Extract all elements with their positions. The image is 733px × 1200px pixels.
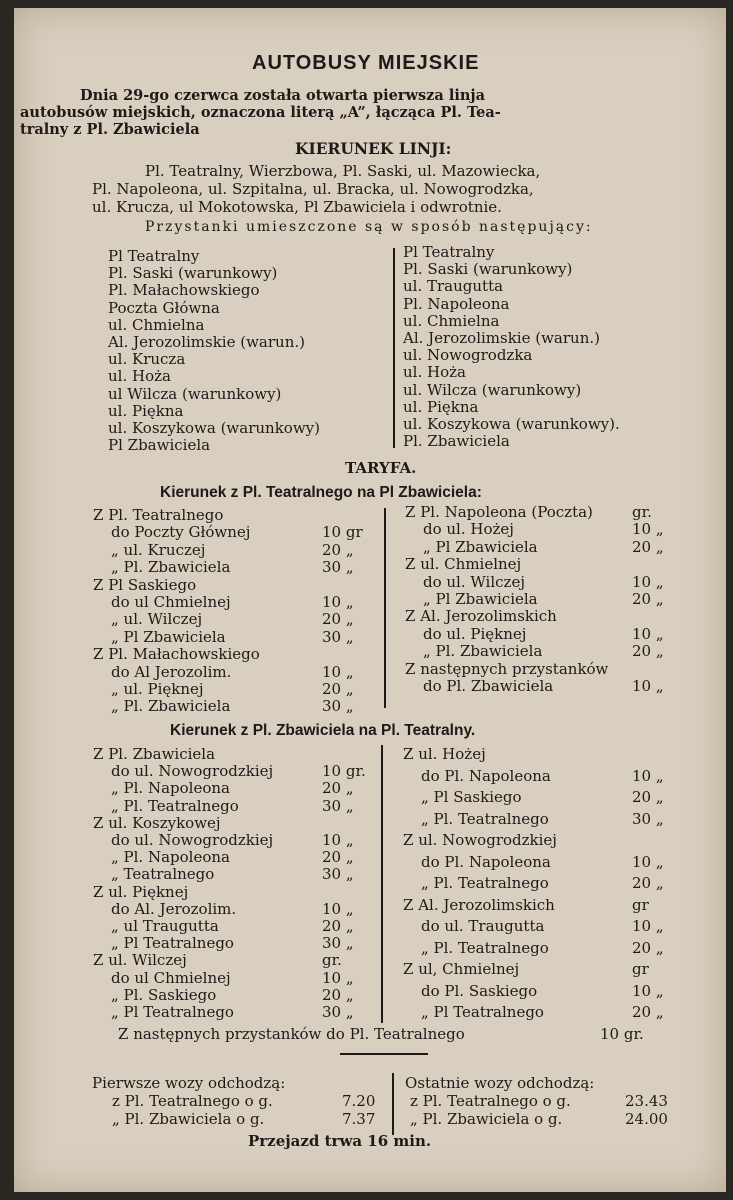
- last-bus-time: 24.00: [625, 1110, 668, 1128]
- tariff-row-amount: 30 „: [322, 558, 354, 577]
- intro-line: tralny z Pl. Zbawiciela: [20, 121, 200, 138]
- stop-item: ul. Piękna: [403, 397, 479, 416]
- stop-item: ul. Piękna: [108, 401, 184, 420]
- last-bus-row: „ Pl. Zbawiciela o g.: [410, 1110, 563, 1128]
- tariff-row-label: „ Pl Saskiego: [421, 788, 522, 806]
- tariff-row-label: do Poczty Głównej: [111, 523, 251, 542]
- first-bus-row: „ Pl. Zbawiciela o g.: [112, 1110, 265, 1128]
- tariff-row-amount: 10 „: [322, 899, 354, 918]
- tariff-row-label: „ Pl Teatralnego: [111, 934, 234, 953]
- tariff-row-label: Z ul. Nowogrodzkiej: [403, 831, 557, 849]
- stops-heading: Przystanki umieszczone są w sposób następujący:: [145, 219, 593, 235]
- stop-item: Pl Teatralny: [108, 247, 200, 265]
- first-bus-time: 7.20: [342, 1092, 376, 1110]
- tariff-row-amount: 30 „: [632, 809, 664, 828]
- intro-line: autobusów miejskich, oznaczona literą „A”, łącząca Pl. Tea-: [20, 104, 501, 121]
- stop-item: ul. Koszykowa (warunkowy).: [403, 415, 620, 433]
- tariff-row-label: do Pl. Zbawiciela: [423, 677, 554, 695]
- stop-item: ul. Hoża: [108, 367, 171, 386]
- tariff-row-amount: 20 „: [632, 938, 664, 957]
- first-bus-row: z Pl. Teatralnego o g.: [112, 1092, 273, 1110]
- stop-item: ul. Nowogrodzka: [403, 346, 533, 365]
- tariff-row-amount: 10 „: [632, 624, 664, 643]
- dir2-divider: [381, 745, 383, 1023]
- dir1-heading: Kierunek z Pl. Teatralnego na Pl Zbawiciela:: [160, 484, 482, 501]
- tariff-row-label: „ Teatralnego: [111, 865, 215, 884]
- tariff-row-amount: 30 „: [322, 627, 354, 646]
- tariff-row-amount: 20 „: [322, 985, 354, 1004]
- tariff-row-amount: 10 „: [322, 662, 354, 681]
- tariff-row-amount: 30 „: [322, 796, 354, 815]
- tariff-row-label: Z Pl. Zbawiciela: [93, 745, 216, 763]
- tariff-row-amount: 20 „: [632, 1003, 664, 1021]
- tariff-row-label: Z ul. Pięknej: [93, 882, 189, 901]
- tariff-row-label: Z Al. Jerozolimskich: [403, 895, 555, 914]
- tariff-row-label: Z Pl. Małachowskiego: [93, 645, 260, 664]
- tariff-row-label: „ ul. Pięknej: [111, 680, 204, 698]
- stop-item: Pl. Zbawiciela: [403, 432, 510, 451]
- stop-item: ul Wilcza (warunkowy): [108, 384, 282, 403]
- tariff-row-label: „ Pl Zbawiciela: [423, 537, 538, 556]
- stop-item: ul. Wilcza (warunkowy): [403, 380, 582, 399]
- tariff-row-label: „ Pl. Napoleona: [111, 848, 230, 867]
- tariff-row-label: do ul Chmielnej: [111, 593, 231, 611]
- last-buses-heading: Ostatnie wozy odchodzą:: [405, 1074, 595, 1092]
- dir2-footer-amount: 10 gr.: [600, 1025, 644, 1043]
- schedule-divider: [392, 1073, 394, 1135]
- tariff-row-label: Z Pl Saskiego: [93, 575, 197, 594]
- tariff-row-label: Z ul. Wilczej: [93, 951, 187, 970]
- tariff-row-amount: 10 „: [632, 677, 664, 695]
- tariff-row-label: do Pl. Napoleona: [421, 852, 551, 871]
- tariff-row-label: „ ul. Kruczej: [111, 540, 206, 559]
- stop-item: Al. Jerozolimskie (warun.): [108, 333, 305, 351]
- tariff-row-label: „ Pl. Zbawiciela: [111, 558, 231, 577]
- tariff-row-label: do ul. Pięknej: [423, 624, 527, 643]
- tariff-row-label: „ Pl Teatralnego: [421, 1003, 544, 1021]
- tariff-row-amount: 30 „: [322, 934, 354, 953]
- tariff-row-amount: 10 „: [632, 981, 664, 1000]
- tariff-row-amount: 10 „: [632, 852, 664, 871]
- tariff-row-amount: 10 „: [322, 968, 354, 987]
- tariff-row-label: Z następnych przystanków: [405, 659, 609, 678]
- stop-item: Al. Jerozolimskie (warun.): [403, 329, 600, 347]
- tariff-row-label: do ul. Traugutta: [421, 917, 545, 935]
- tariff-row-amount: 30 „: [322, 697, 354, 716]
- document-title: AUTOBUSY MIEJSKIE: [252, 52, 480, 74]
- tariff-row-label: „ ul. Wilczej: [111, 610, 203, 629]
- tariff-row-label: do Pl. Napoleona: [421, 766, 551, 785]
- dir2-footer: Z następnych przystanków do Pl. Teatralnego: [118, 1025, 465, 1043]
- tariff-row-label: do ul. Wilczej: [423, 572, 525, 591]
- tariff-row-amount: 10 „: [632, 572, 664, 591]
- stop-item: Pl Zbawiciela: [108, 436, 211, 455]
- tariff-row-amount: gr.: [632, 503, 652, 521]
- tariff-row-amount: 20 „: [322, 610, 354, 629]
- tariff-row-label: do Al. Jerozolim.: [111, 899, 237, 918]
- first-buses-heading: Pierwsze wozy odchodzą:: [92, 1074, 286, 1092]
- tariff-row-amount: 20 „: [322, 680, 354, 698]
- tariff-row-amount: 10 gr.: [322, 762, 366, 781]
- first-bus-time: 7.37: [342, 1110, 376, 1128]
- stop-item: ul. Hoża: [403, 363, 466, 382]
- tariff-row-label: Z ul. Chmielnej: [405, 555, 522, 574]
- dir1-divider: [384, 508, 386, 708]
- tariff-row-amount: 30 „: [322, 1003, 354, 1021]
- tariff-row-label: Z Pl. Napoleona (Poczta): [405, 503, 593, 521]
- tariff-row-label: „ Pl. Saskiego: [111, 985, 217, 1004]
- tariff-row-label: „ Pl. Zbawiciela: [423, 642, 543, 661]
- tariff-row-label: do ul Chmielnej: [111, 968, 231, 987]
- stop-item: ul. Krucza: [108, 350, 186, 369]
- tariff-row-label: „ Pl. Teatralnego: [421, 809, 549, 828]
- tariff-row-label: do Al Jerozolim.: [111, 662, 232, 681]
- tariff-row-amount: gr: [632, 895, 649, 914]
- tariff-row-label: „ Pl. Napoleona: [111, 779, 230, 798]
- stops-divider: [393, 248, 395, 448]
- stop-item: Pl. Małachowskiego: [108, 281, 260, 300]
- last-bus-time: 23.43: [625, 1092, 668, 1110]
- tariff-row-amount: 10 „: [632, 520, 664, 539]
- tariff-row-label: do Pl. Saskiego: [421, 981, 538, 1000]
- tariff-row-amount: 10 „: [632, 766, 664, 785]
- tariff-row-amount: 20 „: [632, 590, 664, 608]
- tariff-row-label: „ Pl Zbawiciela: [423, 590, 538, 608]
- intro-line: Dnia 29-go czerwca została otwarta pierwsza linja: [80, 87, 486, 104]
- tariff-row-label: „ Pl. Teatralnego: [421, 938, 549, 957]
- route-line: ul. Krucza, ul Mokotowska, Pl Zbawiciela i odwrotnie.: [92, 198, 502, 216]
- tariff-row-amount: 20 „: [322, 779, 354, 798]
- tariff-row-amount: 20 „: [322, 848, 354, 867]
- stop-item: Pl. Saski (warunkowy): [108, 264, 278, 283]
- stop-item: Poczta Główna: [108, 298, 220, 317]
- tariff-row-amount: 10 „: [322, 593, 354, 611]
- tariff-row-label: „ Pl. Teatralnego: [111, 796, 239, 815]
- tariff-row-label: „ Pl. Zbawiciela: [111, 697, 231, 716]
- route-line: Pl. Teatralny, Wierzbowa, Pl. Saski, ul. Mazowiecka,: [145, 162, 541, 180]
- stop-item: ul. Traugutta: [403, 277, 504, 296]
- tariff-row-label: do ul. Nowogrodzkiej: [111, 831, 274, 849]
- tariff-row-amount: 20 „: [632, 537, 664, 556]
- tariff-row-amount: 10 „: [632, 917, 664, 935]
- tariff-row-label: „ Pl Zbawiciela: [111, 627, 226, 646]
- tariff-row-label: „ Pl. Teatralnego: [421, 874, 549, 892]
- tariff-row-label: „ Pl Teatralnego: [111, 1003, 234, 1021]
- tariff-row-label: Z ul. Koszykowej: [93, 813, 221, 832]
- dir2-heading: Kierunek z Pl. Zbawiciela na Pl. Teatralny.: [170, 722, 476, 739]
- tariff-row-amount: gr.: [322, 951, 342, 970]
- trip-duration: Przejazd trwa 16 min.: [248, 1132, 432, 1150]
- intro-paragraph: [20, 87, 680, 138]
- tariff-row-label: Z Pl. Teatralnego: [93, 506, 224, 524]
- tariff-row-amount: 20 „: [322, 540, 354, 559]
- tariff-row-amount: 20 „: [632, 874, 664, 892]
- last-bus-row: z Pl. Teatralnego o g.: [410, 1092, 571, 1110]
- stop-item: Pl. Napoleona: [403, 294, 510, 313]
- tariff-row-amount: gr: [632, 960, 649, 978]
- stop-item: Pl Teatralny: [403, 243, 495, 261]
- tariff-row-amount: 20 „: [632, 642, 664, 661]
- route-heading: KIERUNEK LINJI:: [295, 139, 452, 158]
- tariff-heading: TARYFA.: [345, 459, 417, 477]
- tariff-row-amount: 10 „: [322, 831, 354, 849]
- tariff-row-label: Z Al. Jerozolimskich: [405, 607, 557, 626]
- stop-item: ul. Chmielna: [108, 315, 205, 334]
- tariff-row-label: do ul. Hożej: [423, 520, 514, 539]
- tariff-row-amount: 20 „: [322, 917, 354, 935]
- tariff-row-label: „ ul Traugutta: [111, 917, 219, 935]
- tariff-row-amount: 10 gr: [322, 523, 363, 542]
- tariff-row-amount: 30 „: [322, 865, 354, 884]
- stop-item: ul. Chmielna: [403, 311, 500, 330]
- tariff-row-label: Z ul, Chmielnej: [403, 960, 520, 978]
- route-line: Pl. Napoleona, ul. Szpitalna, ul. Bracka, ul. Nowogrodzka,: [92, 180, 534, 198]
- section-rule: [340, 1053, 428, 1055]
- tariff-row-amount: 20 „: [632, 788, 664, 806]
- tariff-row-label: do ul. Nowogrodzkiej: [111, 762, 274, 781]
- stop-item: Pl. Saski (warunkowy): [403, 260, 573, 279]
- stop-item: ul. Koszykowa (warunkowy): [108, 419, 320, 437]
- tariff-row-label: Z ul. Hożej: [403, 745, 486, 763]
